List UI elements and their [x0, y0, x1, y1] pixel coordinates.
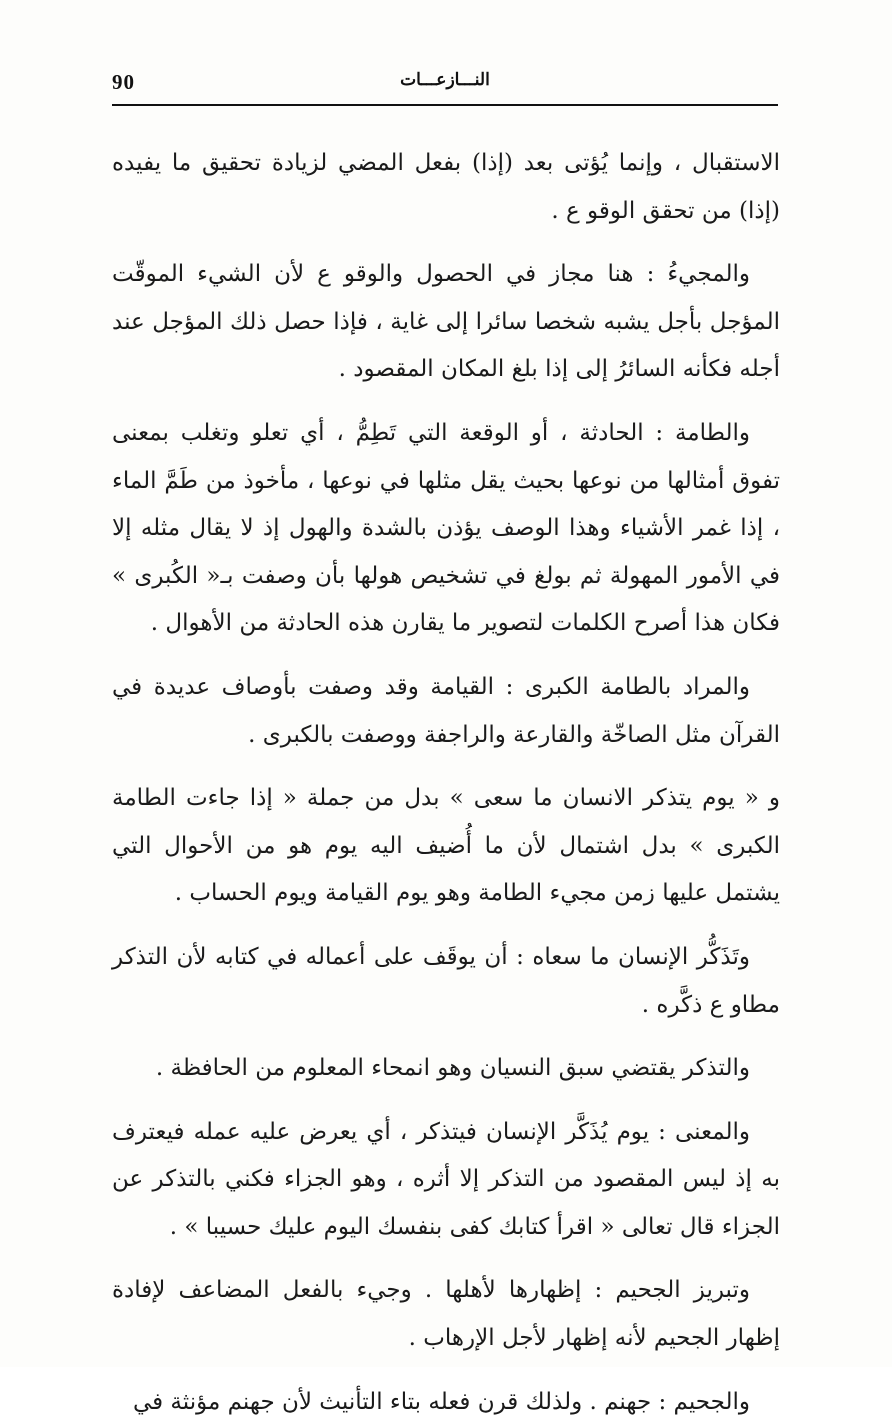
header-rule [112, 104, 778, 106]
body-text [112, 140, 780, 1426]
paragraph-nisyan: والتذكر يقتضي سبق النسيان وهو انمحاء المعلوم من الحافظة . [155, 1055, 750, 1082]
paragraph-tamma: والطامة : الحادثة ، أو الوقعة التي تَطِمُّ ، أي تعلو وتغلب بمعنى تفوق أمثالها من نوعها بحيث يقل مثلها في نوعها ، مأخوذ من طَمَّ الماء ، إذا غمر الأشياء وهذا الوصف يؤذن بالشدة والهول إذ لا يقال مثله إلا في الأمور المهولة ثم بولغ في تشخيص هولها بأن وصفت بـ« الكُبرى » فكان هذا أصرح الكلمات لتصوير ما يقارن هذه الحادثة من الأهوال . [112, 419, 780, 637]
paragraph-maana: والمعنى : يوم يُذَكَّر الإنسان فيتذكر ، أي يعرض عليه عمله فيعترف به إذ ليس المقصود من التذكر إلا أثره ، وهو الجزاء فكني بالتذكر عن الجزاء قال تعالى « اقرأ كتابك كفى بنفسك اليوم عليك حسيبا » . [112, 1118, 780, 1240]
paragraph-tabriz: وتبريز الجحيم : إظهارها لأهلها . وجيء بالفعل المضاعف لإفادة إظهار الجحيم لأنه إظهار لأجل الإرهاب . [112, 1277, 780, 1352]
page-header [112, 62, 778, 106]
running-title: النـــازعـــات [400, 70, 490, 90]
paragraph-jahim: والجحيم : جهنم . ولذلك قرن فعله بتاء التأنيث لأن جهنم مؤنثة في [132, 1388, 750, 1415]
paragraph-majee: والمجيءُ : هنا مجاز في الحصول والوقو ع لأن الشيء الموقّت المؤجل بأجل يشبه شخصا سائرا إلى غاية ، فإذا حصل ذلك المؤجل عند أجله فكأنه السائرُ إلى إذا بلغ المكان المقصود . [112, 261, 780, 383]
paragraph-tamma-kubra: والمراد بالطامة الكبرى : القيامة وقد وصفت بأوصاف عديدة في القرآن مثل الصاخّة والقارعة والراجفة ووصفت بالكبرى . [112, 673, 780, 748]
paragraph-tadhakkur: وتَذَكُّر الإنسان ما سعاه : أن يوقَف على أعماله في كتابه لأن التذكر مطاو ع ذكَّره . [112, 943, 780, 1018]
paragraph-continuation: الاستقبال ، وإنما يُؤتى بعد (إذا) بفعل المضي لزيادة تحقيق ما يفيده (إذا) من تحقق الوقو ع . [112, 150, 780, 224]
paragraph-yawm-yatadhakkar: و « يوم يتذكر الانسان ما سعى » بدل من جملة « إذا جاءت الطامة الكبرى » بدل اشتمال لأن ما أُضيف اليه يوم هو من الأحوال التي يشتمل عليها زمن مجيء الطامة وهو يوم القيامة ويوم الحساب . [112, 785, 780, 907]
page-number: 90 [112, 70, 135, 94]
